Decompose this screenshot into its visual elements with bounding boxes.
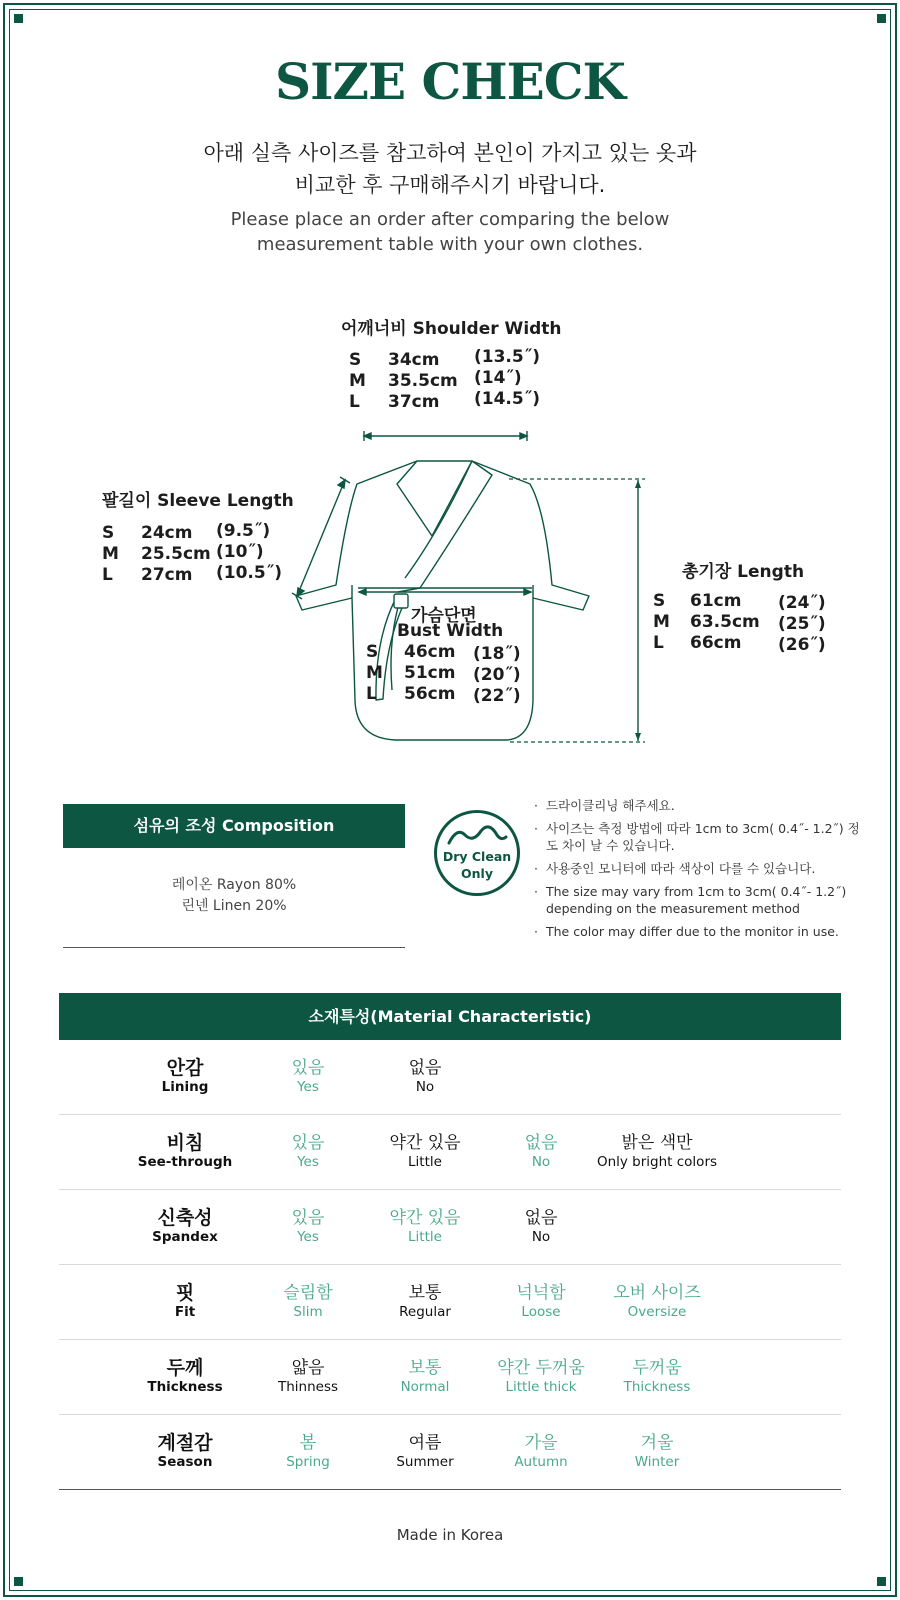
label-en: See-through <box>137 1154 233 1170</box>
size-cm: 61cm <box>690 591 742 611</box>
length-title: 총기장 Length <box>682 562 805 582</box>
corner-mark <box>14 1577 23 1586</box>
size-inch: (25˝) <box>778 614 826 634</box>
size-cm: 35.5cm <box>388 371 458 391</box>
measure-row <box>366 642 546 663</box>
option-ko: 약간 있음 <box>389 1208 461 1228</box>
option-en: Only bright colors <box>596 1154 718 1170</box>
option-en: Winter <box>634 1454 680 1470</box>
measure-row <box>102 565 292 586</box>
size-label: L <box>366 684 377 704</box>
option-en: Little <box>408 1229 442 1245</box>
material-option <box>582 1265 732 1340</box>
option-en: Little thick <box>505 1379 577 1395</box>
material-row <box>59 1265 841 1340</box>
size-cm: 27cm <box>141 565 193 585</box>
label-en: Lining <box>161 1079 209 1095</box>
shoulder-width-title: 어깨너비 Shoulder Width <box>341 319 562 339</box>
material-row <box>59 1040 841 1115</box>
measure-row <box>102 544 292 565</box>
bust-width-table <box>366 642 546 705</box>
label-en: Fit <box>174 1304 196 1320</box>
composition-body <box>63 875 405 917</box>
size-inch: (9.5˝) <box>216 521 271 541</box>
size-inch: (24˝) <box>778 593 826 613</box>
composition-line: 레이온 Rayon 80% <box>171 877 297 893</box>
sleeve-length-title: 팔길이 Sleeve Length <box>102 491 294 511</box>
option-en: No <box>531 1154 551 1170</box>
size-inch: (14.5˝) <box>474 389 540 409</box>
option-en: Summer <box>396 1454 454 1470</box>
material-row <box>59 1340 841 1415</box>
corner-mark <box>877 1577 886 1586</box>
size-label: L <box>102 565 113 585</box>
intro-ko-line: 아래 실측 사이즈를 참고하여 본인이 가지고 있는 옷과 <box>203 141 697 165</box>
material-row <box>59 1415 841 1490</box>
size-inch: (22˝) <box>473 686 521 706</box>
material-option <box>582 1340 732 1415</box>
option-en: Regular <box>399 1304 451 1320</box>
bust-width-title-en: Bust Width <box>397 621 504 641</box>
option-en: No <box>531 1229 551 1245</box>
label-ko: 비침 <box>166 1132 204 1154</box>
size-inch: (20˝) <box>473 665 521 685</box>
size-cm: 46cm <box>404 642 456 662</box>
size-cm: 66cm <box>690 633 742 653</box>
label-ko: 안감 <box>166 1057 204 1079</box>
intro-en-line: Please place an order after comparing the below <box>230 209 670 230</box>
size-cm: 34cm <box>388 350 440 370</box>
intro-en-line: measurement table with your own clothes. <box>256 234 644 255</box>
option-ko: 보통 <box>408 1358 442 1378</box>
size-label: M <box>102 544 119 564</box>
option-ko: 있음 <box>291 1208 325 1228</box>
option-ko: 넉넉함 <box>516 1283 566 1303</box>
option-en: Oversize <box>627 1304 687 1320</box>
size-label: L <box>349 392 360 412</box>
intro-english <box>0 207 900 257</box>
option-en: Yes <box>297 1079 319 1095</box>
option-ko: 가을 <box>524 1433 558 1453</box>
option-ko: 슬림함 <box>283 1283 333 1303</box>
corner-mark <box>14 14 23 23</box>
size-inch: (18˝) <box>473 644 521 664</box>
option-ko: 얇음 <box>291 1358 325 1378</box>
option-en: No <box>415 1079 435 1095</box>
label-ko: 핏 <box>175 1282 195 1304</box>
care-note: · 드라이클리닝 해주세요. <box>532 797 882 814</box>
option-ko: 없음 <box>524 1208 558 1228</box>
composition-line: 린넨 Linen 20% <box>181 898 287 914</box>
size-inch: (14˝) <box>474 368 522 388</box>
label-en: Spandex <box>152 1229 218 1245</box>
option-en: Thinness <box>277 1379 339 1395</box>
option-ko: 두꺼움 <box>632 1358 682 1378</box>
size-cm: 56cm <box>404 684 456 704</box>
size-inch: (26˝) <box>778 635 826 655</box>
option-ko: 밝은 색만 <box>621 1133 693 1153</box>
option-en: Yes <box>297 1154 319 1170</box>
material-row <box>59 1190 841 1265</box>
option-ko: 겨울 <box>640 1433 674 1453</box>
size-inch: (13.5˝) <box>474 347 540 367</box>
label-ko: 두께 <box>166 1357 204 1379</box>
size-label: S <box>349 350 362 370</box>
size-label: S <box>102 523 115 543</box>
size-label: M <box>653 612 670 632</box>
option-ko: 보통 <box>408 1283 442 1303</box>
label-en: Thickness <box>147 1379 223 1395</box>
material-option <box>582 1415 732 1490</box>
made-in-label: Made in Korea <box>396 1526 504 1544</box>
wave-icon <box>437 813 517 853</box>
option-ko: 없음 <box>524 1133 558 1153</box>
size-cm: 63.5cm <box>690 612 760 632</box>
size-label: L <box>653 633 664 653</box>
option-en: Spring <box>286 1454 330 1470</box>
option-en: Yes <box>297 1229 319 1245</box>
intro-ko-line: 비교한 후 구매해주시기 바랍니다. <box>294 173 606 197</box>
measure-row <box>349 389 549 413</box>
composition-header: 섬유의 조성 Composition <box>63 804 405 848</box>
size-inch: (10˝) <box>216 542 264 562</box>
page-title: SIZE CHECK <box>275 52 625 111</box>
material-option <box>582 1115 732 1190</box>
material-row <box>59 1115 841 1190</box>
size-label: S <box>366 642 379 662</box>
option-en: Autumn <box>514 1454 568 1470</box>
dry-clean-text <box>437 848 517 882</box>
care-note: · 사용중인 모니터에 따라 색상이 다를 수 있습니다. <box>532 860 882 877</box>
care-note: · 사이즈는 측정 방법에 따라 1cm to 3cm( 0.4˝- 1.2˝) 정도 차이 날 수 있습니다. <box>532 820 862 854</box>
care-note: · The size may vary from 1cm to 3cm( 0.4˝- 1.2˝) depending on the measurement method <box>532 883 852 917</box>
option-ko: 약간 두꺼움 <box>497 1358 585 1378</box>
option-en: Slim <box>293 1304 323 1320</box>
care-note: · The color may differ due to the monitor in use. <box>532 923 882 940</box>
size-label: M <box>366 663 383 683</box>
material-header: 소재특성(Material Characteristic) <box>59 993 841 1040</box>
size-cm: 25.5cm <box>141 544 211 564</box>
material-option <box>350 1040 500 1115</box>
dry-clean-line: Only <box>461 866 493 881</box>
size-cm: 24cm <box>141 523 193 543</box>
measure-row <box>653 591 853 612</box>
size-label: M <box>349 371 366 391</box>
option-ko: 없음 <box>408 1058 442 1078</box>
label-en: Season <box>157 1454 213 1470</box>
option-en: Normal <box>400 1379 450 1395</box>
measure-row <box>366 663 546 684</box>
material-option <box>466 1190 616 1265</box>
option-ko: 있음 <box>291 1058 325 1078</box>
dry-clean-line: Dry Clean <box>442 849 512 864</box>
measure-row <box>653 633 853 654</box>
option-ko: 여름 <box>408 1433 442 1453</box>
option-en: Little <box>408 1154 442 1170</box>
option-ko: 약간 있음 <box>389 1133 461 1153</box>
label-ko: 신축성 <box>157 1207 213 1229</box>
shoulder-width-table <box>349 347 549 413</box>
care-notes <box>532 797 882 946</box>
intro-korean <box>0 137 900 201</box>
size-cm: 51cm <box>404 663 456 683</box>
measure-row <box>102 523 292 544</box>
option-ko: 오버 사이즈 <box>613 1283 701 1303</box>
option-ko: 있음 <box>291 1133 325 1153</box>
size-label: S <box>653 591 666 611</box>
option-en: Loose <box>521 1304 561 1320</box>
dry-clean-icon <box>434 810 520 896</box>
label-ko: 계절감 <box>157 1432 213 1454</box>
size-inch: (10.5˝) <box>216 563 282 583</box>
measure-row <box>653 612 853 633</box>
measure-row <box>366 684 546 705</box>
size-cm: 37cm <box>388 392 440 412</box>
sleeve-length-table <box>102 523 292 586</box>
option-ko: 봄 <box>299 1433 317 1453</box>
option-en: Thickness <box>623 1379 691 1395</box>
bust-width-title-ko: 가슴단면 <box>411 606 477 626</box>
length-table <box>653 591 853 654</box>
corner-mark <box>877 14 886 23</box>
divider <box>63 947 405 948</box>
